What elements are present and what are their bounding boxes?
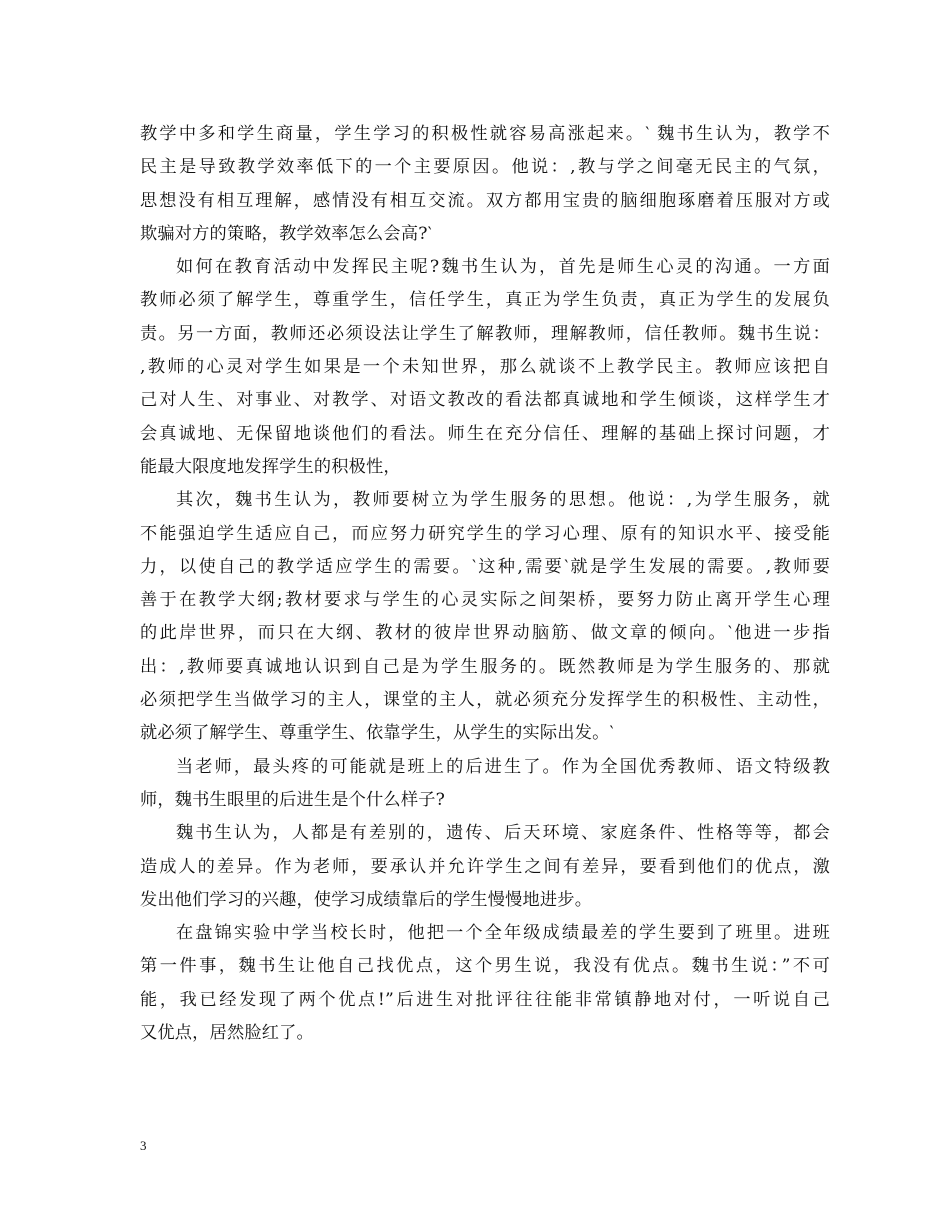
text-line: 第一件事，魏书生让他自己找优点，这个男生说，我没有优点。魏书生说：”不可 (140, 956, 830, 977)
text-line: 责。另一方面，教师还必须设法让学生了解教师，理解教师，信任教师。魏书生说： (140, 323, 830, 344)
text-line: 的此岸世界，而只在大纲、教材的彼岸世界动脑筋、做文章的倾向。‵他进一步指 (140, 623, 830, 644)
body-text (140, 118, 830, 1050)
text-line: 魏书生认为，人都是有差别的，遗传、后天环境、家庭条件、性格等等，都会 (176, 823, 830, 844)
paragraph (140, 118, 830, 251)
text-line: 民主是导致教学效率低下的一个主要原因。他说：,教与学之间毫无民主的气氛， (140, 157, 830, 178)
text-line: 发出他们学习的兴趣，使学习成绩靠后的学生慢慢地进步。 (140, 889, 593, 910)
text-line: 必须把学生当做学习的主人，课堂的主人，就必须充分发挥学生的积极性、主动性， (140, 690, 830, 711)
text-line: ,教师的心灵对学生如果是一个未知世界，那么就谈不上教学民主。教师应该把自 (140, 357, 830, 378)
text-line: 当老师，最头疼的可能就是班上的后进生了。作为全国优秀教师、语文特级教 (176, 756, 830, 777)
text-line: 其次，魏书生认为，教师要树立为学生服务的思想。他说：,为学生服务，就 (176, 490, 830, 511)
text-line: 会真诚地、无保留地谈他们的看法。师生在充分信任、理解的基础上探讨问题，才 (140, 423, 830, 444)
paragraph (140, 817, 830, 917)
text-line: 能最大限度地发挥学生的积极性， (140, 456, 401, 477)
text-line: 如何在教育活动中发挥民主呢?魏书生认为，首先是师生心灵的沟通。一方面 (176, 257, 830, 278)
text-line: 不能强迫学生适应自己，而应努力研究学生的学习心理、原有的知识水平、接受能 (140, 523, 830, 544)
text-line: 思想没有相互理解，感情没有相互交流。双方都用宝贵的脑细胞琢磨着压服对方或 (140, 190, 830, 211)
text-line: 在盘锦实验中学当校长时，他把一个全年级成绩最差的学生要到了班里。进班 (176, 923, 830, 944)
text-line: 教学中多和学生商量，学生学习的积极性就容易高涨起来。‵ 魏书生认为，教学不 (140, 124, 830, 144)
text-line: 又优点，居然脸红了。 (140, 1023, 314, 1044)
text-line: 善于在教学大纲;教材要求与学生的心灵实际之间架桥，要努力防止离开学生心理 (140, 590, 830, 611)
paragraph (140, 484, 830, 750)
text-line: 出：,教师要真诚地认识到自己是为学生服务的。既然教师是为学生服务的、那就 (140, 656, 830, 677)
text-line: 造成人的差异。作为老师，要承认并允许学生之间有差异，要看到他们的优点，激 (140, 856, 830, 877)
text-line: 力，以使自己的教学适应学生的需要。‵这种,需要‵就是学生发展的需要。,教师要 (140, 556, 830, 577)
paragraph (140, 751, 830, 818)
text-line: 教师必须了解学生，尊重学生，信任学生，真正为学生负责，真正为学生的发展负 (140, 290, 830, 311)
page-number: 3 (140, 1138, 147, 1153)
text-line: 师，魏书生眼里的后进生是个什么样子? (140, 789, 446, 810)
text-line: 能，我已经发现了两个优点!”后进生对批评往往能非常镇静地对付，一听说自己 (140, 989, 830, 1010)
paragraph (140, 917, 830, 1050)
paragraph (140, 251, 830, 484)
text-line: 己对人生、对事业、对教学、对语文教改的看法都真诚地和学生倾谈，这样学生才 (140, 390, 830, 411)
text-line: 欺骗对方的策略，教学效率怎么会高?‵ (140, 223, 432, 244)
text-line: 就必须了解学生、尊重学生、依靠学生，从学生的实际出发。‵ (140, 723, 614, 744)
